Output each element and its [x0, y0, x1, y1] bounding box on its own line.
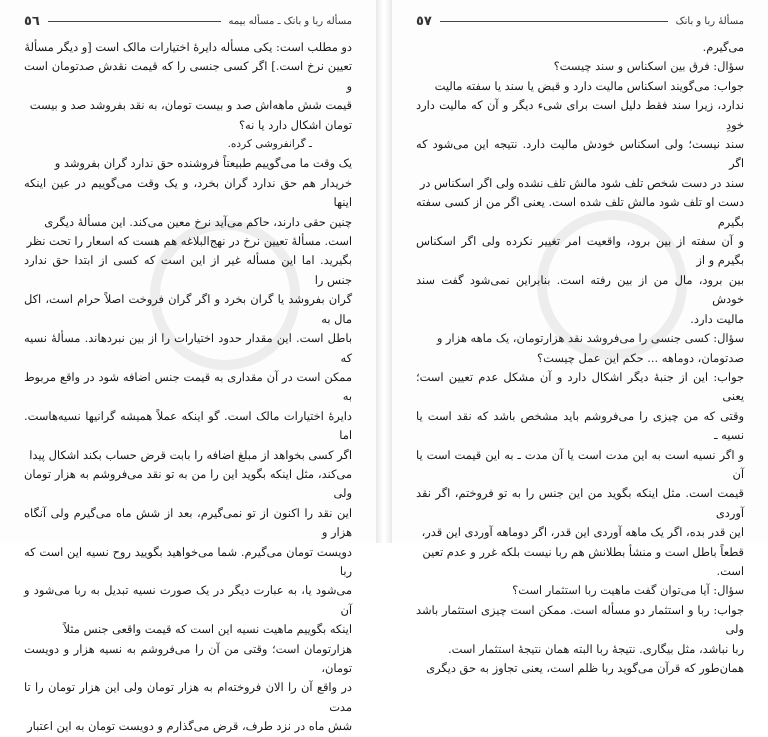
text-line: دایرهٔ اختیارات مالک است. گو اینکه عملاً همیشه گرانیها نسیه‌هاست. اما — [24, 408, 352, 443]
text-line: می‌شود یا، به عبارت دیگر در یک صورت نسیه تبدیل به ربا می‌شود و آن — [24, 583, 352, 617]
text-line: جواب: ربا و استثمار دو مسأله است. ممکن است چیزی استثمار باشد ولی — [416, 602, 744, 637]
left-page — [0, 0, 376, 734]
book-gutter — [376, 0, 392, 543]
text-line: ندارد، زیرا سند فقط دلیل است برای شیء دیگر و آن که مالیت دارد خودِ — [416, 98, 744, 132]
text-line: در واقع آن را الان فروخته‌ام به هزار تومان ولی این هزار تومان را تا مدت — [24, 680, 352, 714]
left-page-body — [24, 38, 352, 734]
text-line: می‌کند، مثل اینکه بگوید این را من به تو نقد می‌فروشم به هزار تومان ولی — [24, 466, 352, 501]
text-line: سند در دست شخص تلف شود مالش تلف نشده ولی اگر اسکناس در — [419, 175, 744, 190]
text-line: گران بفروشد یا گران بخرد و اگر گران فروخت اصلاً حرام است، اکل مال به — [24, 292, 352, 326]
speaker-note: ـ گرانفروشی کرده. — [227, 138, 312, 151]
page-number: ٥٧ — [416, 13, 432, 29]
text-line: این نقد را اکنون از تو نمی‌گیرم، بعد از شش ماه می‌گیرم ولی آنگاه هزار و — [24, 505, 352, 540]
left-page-header — [24, 10, 352, 32]
text-line: چنین حقی دارند، حاکم می‌آید نرخ معین می‌کند. این مسألهٔ دیگری — [44, 214, 352, 229]
running-title: مسألهٔ ربا و بانک — [675, 15, 744, 27]
text-line: است. مسألهٔ تعیین نرخ در نهج‌البلاغه هم هست که اسعار را تحت نظر — [26, 234, 352, 249]
running-title: مسأله ربا و بانک ـ مسأله بیمه — [228, 15, 352, 27]
question-line: سؤال: فرق بین اسکناس و سند چیست؟ — [553, 59, 744, 74]
text-line: مالیت دارد. — [690, 311, 744, 326]
text-line: جواب: می‌گویند اسکناس مالیت دارد و قبض یا سند یا سفته مالیت — [434, 78, 744, 93]
text-line: دویست تومان می‌گیرم. شما می‌خواهید بگویید روح نسیه این است که ربا — [24, 544, 352, 578]
text-line: تعیین نرخ است.] اگر کسی جنسی را که قیمت نقدش صدتومان است و — [24, 59, 352, 93]
text-line: می‌گیرم. — [702, 40, 744, 54]
right-page — [392, 0, 768, 675]
text-line: هزارتومان است؛ وقتی من آن را می‌فروشم به نسیه هزار و دویست تومان، — [24, 641, 352, 675]
text-line: و آن سفته از بین برود، واقعیت امر تغییر نکرده ولی اگر اسکناس بگیرم و از — [416, 234, 744, 268]
text-line: همان‌طور که قرآن می‌گوید ربا ظلم است، یعنی تجاوز به حق دیگری — [426, 661, 744, 675]
text-line: این قدر بده، اگر یک ماهه آوردی این قدر، اگر دوماهه آوردی این قدر، — [421, 525, 744, 540]
text-line: وقتی که من چیزی را می‌فروشم باید مشخص باشد که نقد است یا نسیه ـ — [416, 408, 744, 443]
text-line: بین برود، مال من از بین رفته است. بنابراین نمی‌شود گفت سند خودش — [416, 272, 744, 307]
text-line: دو مطلب است: یکی مسأله دایرهٔ اختیارات مالک است [و دیگر مسألهٔ — [24, 40, 352, 54]
text-line: بگیرید. اما این مسأله غیر از این است که کسی از ابتدا حق ندارد جنس را — [24, 253, 352, 287]
header-rule — [48, 21, 221, 22]
text-line: باطل است. این مقدار حدود اختیارات را از بین نبردهاند. مسألهٔ نسیه که — [24, 331, 352, 365]
text-line: قیمت است. مثل اینکه بگوید من این جنس را به تو فروختم، اگر نقد آوردی — [416, 486, 744, 520]
text-line: و اگر نسیه است به این مدت است یا آن مدت ـ به این قیمت است یا آن — [416, 447, 744, 481]
text-line: جواب: این از جنبهٔ دیگر اشکال دارد و آن مشکل عدم تعیین است؛ یعنی — [416, 369, 744, 404]
question-line: سؤال: کسی جنسی را می‌فروشد نقد هزارتومان، یک ماهه هزار و — [436, 331, 744, 346]
text-line: اگر کسی بخواهد از مبلغ اضافه را بابت قرض حساب بکند اشکال پیدا — [29, 447, 352, 462]
text-line: است. — [716, 563, 744, 578]
text-line: سند نیست؛ ولی اسکناس خودش مالیت دارد. نتیجه این می‌شود که اگر — [416, 137, 744, 171]
text-line: یک وقت ما می‌گوییم طبیعتاً فروشنده حق ندارد گران بفروشد و — [54, 156, 352, 171]
text-line: خریدار هم حق ندارد گران بخرد، و یک وقت می‌گوییم در عین اینکه اینها — [24, 175, 352, 210]
question-line: سؤال: آیا می‌توان گفت ماهیت ربا استثمار است؟ — [512, 583, 744, 598]
text-line: ممکن است در آن مقداری به قیمت جنس اضافه شود در واقع مربوط به — [24, 369, 352, 404]
text-line: ربا نباشد، مثل بیگاری. نتیجهٔ ربا البته همان نتیجهٔ استثمار است. — [447, 641, 744, 656]
text-line: دست او تلف شود مالش تلف شده است. یعنی اگر من از کسی سفته بگیرم — [416, 195, 744, 229]
right-page-header — [416, 10, 744, 32]
right-page-body — [416, 38, 744, 675]
text-line: اینکه بگوییم ماهیت نسیه این است که قیمت واقعی جنس مثلاً — [63, 622, 352, 637]
header-rule — [440, 21, 668, 22]
text-line: شش ماه در نزد طرف، قرض می‌گذارم و دویست تومان به این اعتبار — [27, 719, 352, 734]
text-line: تومان اشکال دارد یا نه؟ — [239, 117, 352, 132]
text-line: قیمت شش ماهه‌اش صد و بیست تومان، به نقد بفروشد صد و بیست — [29, 98, 352, 113]
page-number: ٥٦ — [24, 13, 40, 29]
text-line: قطعاً باطل است و منشأ بطلانش هم ربا نیست بلکه غرر و عدم تعین — [422, 544, 744, 559]
question-line: صدتومان، دوماهه ... حکم این عمل چیست؟ — [537, 350, 744, 365]
